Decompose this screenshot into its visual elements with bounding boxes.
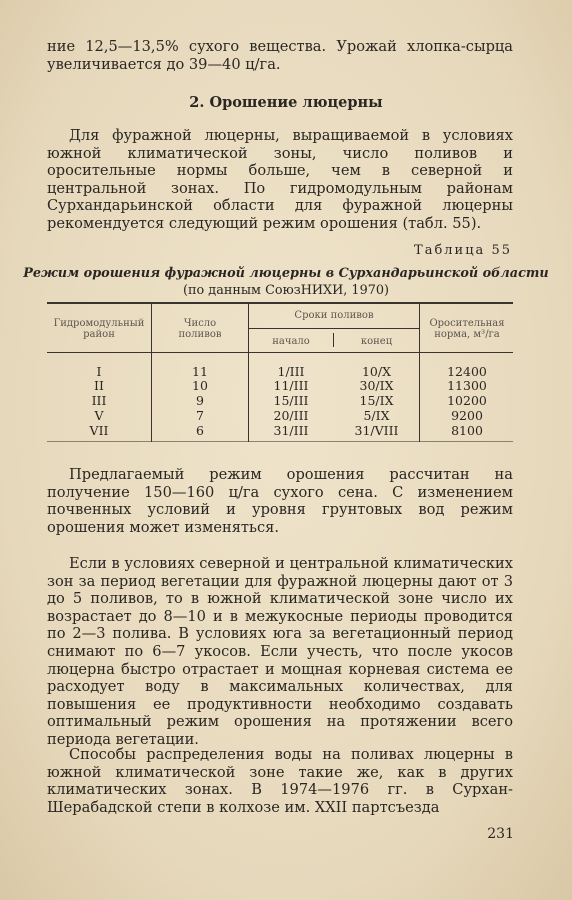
header-terms: Сроки поливов (294, 310, 374, 321)
cell-district: V (94, 408, 104, 423)
table-bottom-rule (47, 441, 513, 442)
cell-count: 9 (196, 393, 204, 408)
header-district: Гидромодульный район (53, 318, 145, 340)
intro-paragraph (47, 127, 513, 233)
paragraph-1-text: Предлагаемый режим орошения рассчитан на получение 150—160 ц/га сухого сена. С изменением почвенных условий и уровня грунтовых вод режим орошения может изменяться. (47, 466, 513, 536)
cell-count: 10 (192, 378, 208, 393)
cell-norm: 10200 (447, 393, 487, 408)
table-title: Режим орошения фуражной люцерны в Сурхандарьинской области (23, 266, 549, 281)
cell-start: 1/III (277, 364, 305, 379)
intro-paragraph-text: Для фуражной люцерны, выращиваемой в условиях южной климатической зоны, число поливов и оросительные нормы больше, чем в северной и центральной зонах. По гидромодульным районам Сурхандарьинской области для фуражной люцерны рекомендуется следующий режим орошения (табл. 55). (47, 127, 513, 232)
header-start: начало (272, 336, 310, 347)
section-heading: 2. Орошение люцерны (189, 94, 383, 111)
terms-rule (249, 328, 419, 329)
cell-end: 5/IX (363, 408, 390, 423)
cell-start: 31/III (273, 423, 309, 438)
cell-start: 20/III (273, 408, 309, 423)
col-divider (419, 302, 420, 442)
cell-count: 11 (192, 364, 208, 379)
cell-district: I (96, 364, 102, 379)
page-number: 231 (487, 826, 514, 842)
irrigation-table (47, 302, 513, 442)
cell-count: 6 (196, 423, 204, 438)
cell-norm: 9200 (451, 408, 483, 423)
paragraph-2 (47, 555, 513, 749)
cell-end: 15/IX (359, 393, 394, 408)
cell-end: 30/IX (359, 378, 394, 393)
cell-district: III (91, 393, 107, 408)
top-paragraph (47, 38, 513, 73)
col-divider (151, 302, 152, 442)
table-top-rule (47, 302, 513, 304)
header-count: Число поливов (178, 318, 222, 340)
paragraph-3-text: Способы распределения воды на поливах люцерны в южной климатической зоне такие же, как в других климатических зонах. В 1974—1976 гг. в Сурхан-Шерабадской степи в колхозе им. XXII партсъезда (47, 746, 513, 816)
cell-end: 10/X (361, 364, 392, 379)
cell-end: 31/VIII (354, 423, 399, 438)
paragraph-2-text: Если в условиях северной и центральной климатических зон за период вегетации для фуражной люцерны дают от 3 до 5 поливов, то в южной климатической зоне число их возрастает до 8—10 и в межукосные периоды проводится по 2—3 полива. В условиях юга за вегетационный период снимают по 6—7 укосов. Если учесть, что после укосов люцерна быстро отрастает и мощная корневая система ее расходует воду в максимальных количествах, для повышения ее продуктивности необходимо создавать оптимальный режим орошения на протяжении всего периода вегетации. (47, 555, 513, 748)
header-norm: Оросительная норма, м³/га (429, 318, 505, 340)
top-paragraph-text: ние 12,5—13,5% сухого вещества. Урожай хлопка-сырца увеличивается до 39—40 ц/га. (47, 38, 513, 73)
cell-district: VII (89, 423, 109, 438)
cell-norm: 12400 (447, 364, 487, 379)
table-label: Таблица 55 (414, 243, 512, 258)
paragraph-3 (47, 746, 513, 816)
cell-norm: 8100 (451, 423, 483, 438)
cell-district: II (94, 378, 104, 393)
table-header-rule (47, 352, 513, 353)
header-end: конец (360, 336, 393, 347)
cell-count: 7 (196, 408, 204, 423)
table-subtitle: (по данным СоюзНИХИ, 1970) (183, 283, 389, 298)
cell-norm: 11300 (447, 378, 487, 393)
paragraph-1 (47, 466, 513, 536)
cell-start: 11/III (273, 378, 309, 393)
cell-start: 15/III (273, 393, 309, 408)
